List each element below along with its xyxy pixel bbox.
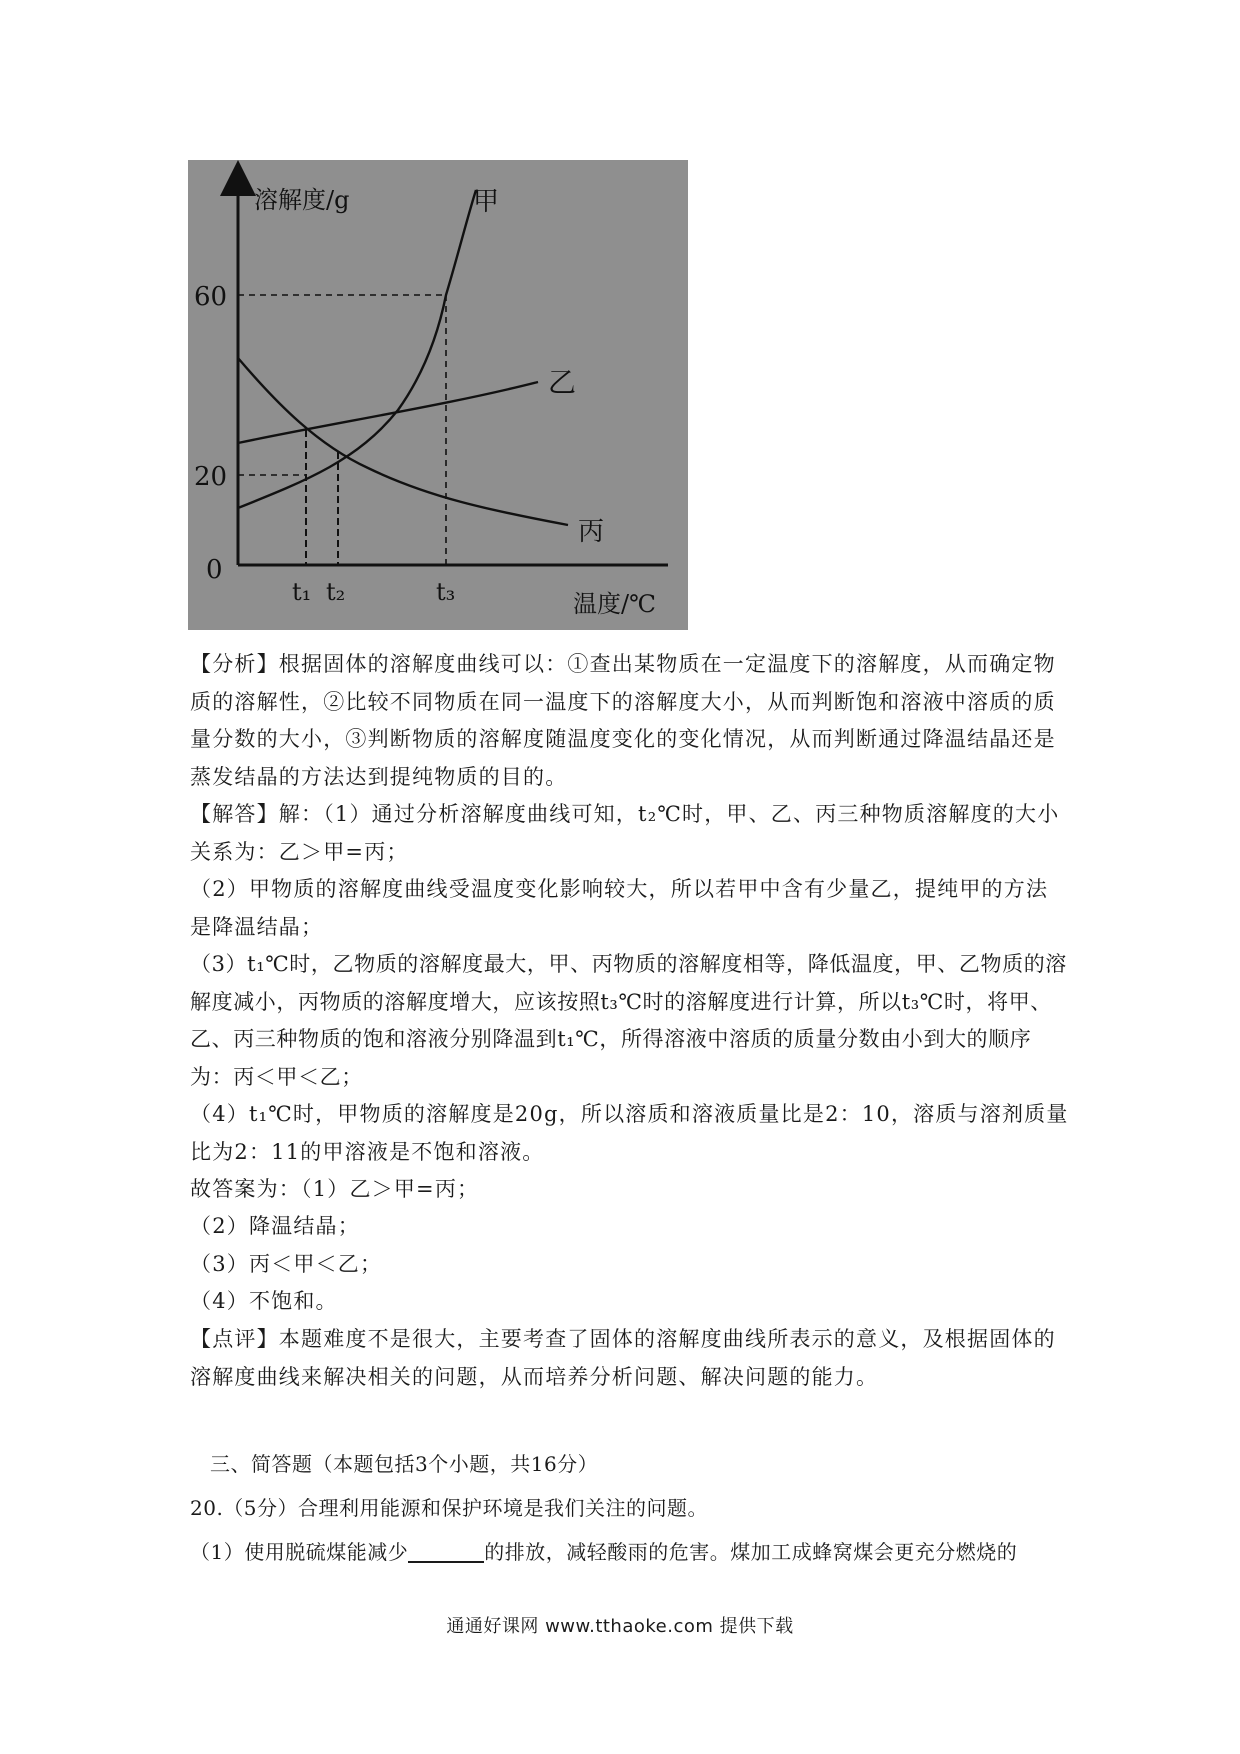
origin-label: 0: [206, 555, 223, 585]
page-footer: 通通好课网 www.tthaoke.com 提供下载: [446, 1616, 794, 1637]
solution-part-4: （4）t₁℃时，甲物质的溶解度是20g，所以溶质和溶液质量比是2：10，溶质与溶剂质量比为2：11的甲溶液是不饱和溶液。: [190, 1102, 1069, 1164]
series-label-yi: 乙: [548, 366, 577, 399]
ylabel: 溶解度/g: [254, 186, 350, 214]
comment-paragraph: 【点评】本题难度不是很大，主要考查了固体的溶解度曲线所表示的意义，及根据固体的溶解度曲线来解决相关的问题，从而培养分析问题、解决问题的能力。: [190, 1327, 1056, 1389]
answer-4: （4）不饱和。: [190, 1289, 338, 1313]
answer-1: 故答案为：（1）乙＞甲=丙；: [190, 1177, 480, 1201]
solution-part-1: 【解答】解：（1）通过分析溶解度曲线可知，t₂℃时，甲、乙、丙三种物质溶解度的大小关系为：乙＞甲=丙；: [190, 802, 1060, 864]
y-tick-60: 60: [194, 282, 228, 312]
x-tick-t1: t₁: [292, 578, 312, 606]
x-tick-t3: t₃: [436, 578, 456, 606]
xlabel: 温度/℃: [573, 590, 656, 618]
answer-2: （2）降温结晶；: [190, 1214, 360, 1238]
answer-3: （3）丙＜甲＜乙；: [190, 1252, 383, 1276]
x-tick-t2: t₂: [326, 578, 346, 606]
solubility-chart: [188, 160, 688, 630]
question-20-part-1-after: 的排放，减轻酸雨的危害。煤加工成蜂窝煤会更充分燃烧的: [484, 1540, 1018, 1564]
curve-bing: [238, 358, 568, 525]
series-label-jia: 甲: [473, 187, 500, 217]
solution-part-2: （2）甲物质的溶解度曲线受温度变化影响较大，所以若甲中含有少量乙，提纯甲的方法是降温结晶；: [190, 877, 1049, 939]
curve-yi: [238, 382, 538, 443]
answer-blank: [408, 1537, 484, 1563]
section-heading: 三、简答题（本题包括3个小题，共16分）: [210, 1452, 599, 1476]
question-20: 20.（5分）合理利用能源和保护环境是我们关注的问题。: [190, 1496, 709, 1520]
series-label-bing: 丙: [578, 517, 605, 547]
question-20-part-1: [190, 1534, 1070, 1572]
question-20-part-1-before: （1）使用脱硫煤能减少: [190, 1540, 409, 1564]
solution-part-3: （3）t₁℃时，乙物质的溶解度最大，甲、丙物质的溶解度相等，降低温度，甲、乙物质的溶解度减小，丙物质的溶解度增大，应该按照t₃℃时的溶解度进行计算，所以t₃℃时，将甲、乙、丙三种物质的饱和溶液分别降温到t₁℃，所得溶液中溶质的质量分数由小到大的顺序为：丙＜甲＜乙；: [190, 952, 1067, 1089]
solubility-curve-figure: [188, 160, 688, 630]
y-tick-20: 20: [194, 462, 228, 492]
analysis-paragraph: 【分析】根据固体的溶解度曲线可以：①查出某物质在一定温度下的溶解度，从而确定物质的溶解性，②比较不同物质在同一温度下的溶解度大小，从而判断饱和溶液中溶质的质量分数的大小，③判断物质的溶解度随温度变化的变化情况，从而判断通过降温结晶还是蒸发结晶的方法达到提纯物质的目的。: [190, 652, 1056, 789]
curve-jia: [238, 190, 476, 508]
